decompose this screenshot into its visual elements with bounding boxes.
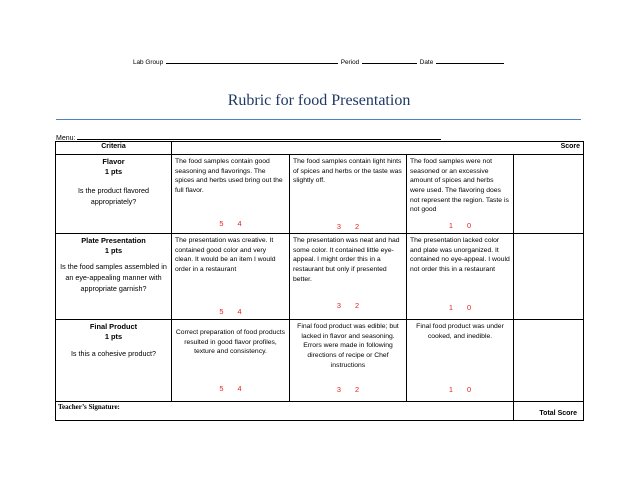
- level-points: [290, 301, 406, 311]
- point-value[interactable]: 3: [336, 385, 341, 394]
- level-points: [407, 221, 513, 231]
- point-value[interactable]: 0: [467, 385, 472, 394]
- level-cell: [290, 320, 407, 402]
- point-value[interactable]: 3: [336, 301, 341, 310]
- level-description: Correct preparation of food products resulted in good flavor profiles, texture and consistency.: [175, 329, 286, 356]
- level-description: The food samples contain good seasoning and flavorings. The spices and herbs used bring out the full flavor.: [175, 158, 283, 194]
- criteria-points: 1 pts: [104, 166, 123, 176]
- total-score-label: Total Score: [539, 410, 578, 417]
- level-cell: [172, 155, 290, 234]
- period-field[interactable]: [362, 57, 417, 64]
- lab-group-field[interactable]: [166, 57, 338, 64]
- table-row: [56, 234, 584, 320]
- point-value[interactable]: 0: [467, 303, 472, 312]
- criteria-title: Plate Presentation: [81, 236, 146, 245]
- level-description: The presentation was creative. It contained good color and very clean. It would be an item I would order in a restaurant: [175, 237, 276, 273]
- total-score-cell[interactable]: [514, 402, 584, 421]
- point-value[interactable]: 1: [448, 221, 453, 230]
- level-cell: [407, 155, 514, 234]
- date-field[interactable]: [436, 57, 504, 64]
- criteria-question: Is this a cohesive product?: [70, 348, 157, 358]
- point-value[interactable]: 4: [237, 307, 242, 316]
- point-value[interactable]: 5: [219, 219, 224, 228]
- criteria-cell: [56, 234, 172, 320]
- level-cell: [407, 320, 514, 402]
- teacher-signature-label: Teacher’s Signature:: [58, 403, 120, 411]
- level-points: [172, 219, 289, 229]
- point-value[interactable]: 0: [467, 221, 472, 230]
- level-cell: [172, 320, 290, 402]
- score-cell[interactable]: [514, 155, 584, 234]
- level-description: Final food product was edible; but lacked in flavor and seasoning. Errors were made in following directions of recipe or Chef instructions: [297, 323, 399, 369]
- table-header-row: [56, 142, 584, 155]
- score-cell[interactable]: [514, 234, 584, 320]
- criteria-header: Criteria: [56, 142, 172, 155]
- point-value[interactable]: 5: [219, 384, 224, 393]
- level-points: [407, 385, 513, 395]
- signature-row: [56, 402, 584, 421]
- teacher-signature-field[interactable]: [56, 402, 514, 421]
- criteria-cell: [56, 320, 172, 402]
- level-description: Final food product was under cooked, and inedible.: [416, 323, 504, 340]
- date-label: Date: [419, 59, 434, 66]
- score-cell[interactable]: [514, 320, 584, 402]
- period-label: Period: [340, 59, 360, 66]
- level-description: The presentation lacked color and plate was unorganized. It contained no eye-appeal. I would not order this in a restaurant: [410, 237, 510, 273]
- level-cell: [172, 234, 290, 320]
- point-value[interactable]: 1: [448, 385, 453, 394]
- point-value[interactable]: 4: [237, 384, 242, 393]
- criteria-cell: [56, 155, 172, 234]
- menu-field[interactable]: [77, 133, 441, 140]
- level-points: [407, 303, 513, 313]
- point-value[interactable]: 5: [219, 307, 224, 316]
- level-cell: [290, 234, 407, 320]
- level-points: [290, 222, 406, 232]
- point-value[interactable]: 2: [355, 385, 360, 394]
- level-points: [290, 385, 406, 395]
- point-value[interactable]: 2: [355, 301, 360, 310]
- point-value[interactable]: 3: [336, 222, 341, 231]
- level-points: [172, 384, 289, 394]
- table-row: [56, 155, 584, 234]
- criteria-question: Is the food samples assembled in an eye-appealing manner with appropriate garnish?: [60, 261, 167, 294]
- point-value[interactable]: 4: [237, 219, 242, 228]
- level-points: [172, 307, 289, 317]
- criteria-title: Final Product: [89, 322, 138, 331]
- criteria-points: 1 pts: [104, 331, 123, 341]
- level-cell: [290, 155, 407, 234]
- lab-group-label: Lab Group: [132, 59, 164, 66]
- level-description: The food samples were not seasoned or an excessive amount of spices and herbs were used. The flavoring does not represent the region. Taste is not good: [410, 158, 509, 214]
- level-description: The presentation was neat and had some color. It contained little eye-appeal. I might order this in a restaurant but only if presented better.: [293, 237, 400, 283]
- score-header: Score: [172, 142, 584, 155]
- point-value[interactable]: 2: [355, 222, 360, 231]
- title-divider: [56, 119, 581, 120]
- menu-label: Menu:: [56, 135, 76, 142]
- table-row: [56, 320, 584, 402]
- criteria-points: 1 pts: [104, 245, 123, 255]
- criteria-question: Is the product flavored appropriately?: [77, 185, 150, 207]
- rubric-table: [55, 141, 584, 421]
- criteria-title: Flavor: [102, 157, 125, 166]
- page-title: Rubric for food Presentation: [227, 92, 411, 109]
- header-fields: [0, 57, 638, 66]
- level-description: The food samples contain light hints of spices and herbs or the taste was slightly off.: [293, 158, 402, 185]
- level-cell: [407, 234, 514, 320]
- point-value[interactable]: 1: [448, 303, 453, 312]
